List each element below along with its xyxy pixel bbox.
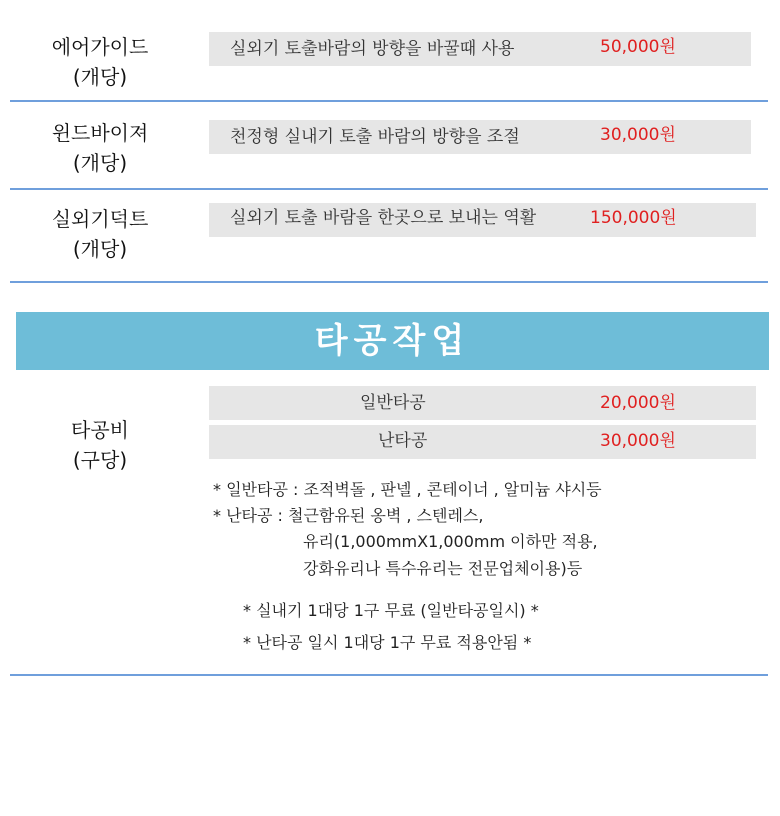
- item-unit: (개당): [72, 65, 128, 89]
- tagong-label: 난타공: [378, 431, 428, 451]
- tagong-name: 타공비: [71, 418, 129, 442]
- item-desc: 실외기 토출 바람을 한곳으로 보내는 역활: [230, 208, 537, 228]
- item-name: 윈드바이져: [51, 121, 149, 145]
- note-line: * 난타공 : 철근함유된 옹벽 , 스텐레스,: [213, 506, 484, 525]
- footnote: * 실내기 1대당 1구 무료 (일반타공일시) *: [243, 601, 539, 620]
- item-price: 50,000원: [600, 37, 676, 57]
- divider: [10, 188, 768, 190]
- tagong-price: 20,000원: [600, 393, 676, 413]
- item-price: 150,000원: [590, 208, 677, 228]
- divider: [10, 100, 768, 102]
- item-name: 실외기덕트: [51, 207, 149, 231]
- tagong-unit: (구당): [72, 448, 128, 472]
- divider: [10, 281, 768, 283]
- item-price: 30,000원: [600, 125, 676, 145]
- item-desc: 천정형 실내기 토출 바람의 방향을 조절: [230, 127, 520, 147]
- tagong-label: 일반타공: [360, 393, 426, 413]
- footnote: * 난타공 일시 1대당 1구 무료 적용안됨 *: [243, 633, 532, 652]
- note-line: 유리(1,000mmX1,000mm 이하만 적용,: [303, 532, 598, 551]
- item-unit: (개당): [72, 237, 128, 261]
- item-desc: 실외기 토출바람의 방향을 바꿀때 사용: [230, 39, 515, 59]
- item-name: 에어가이드: [51, 35, 149, 59]
- note-line: * 일반타공 : 조적벽돌 , 판넬 , 콘테이너 , 알미늄 샤시등: [213, 480, 602, 499]
- note-line: 강화유리나 특수유리는 전문업체이용)등: [303, 559, 583, 578]
- divider: [10, 674, 768, 676]
- tagong-price: 30,000원: [600, 431, 676, 451]
- section-banner: 타공작업: [16, 312, 769, 370]
- item-unit: (개당): [72, 151, 128, 175]
